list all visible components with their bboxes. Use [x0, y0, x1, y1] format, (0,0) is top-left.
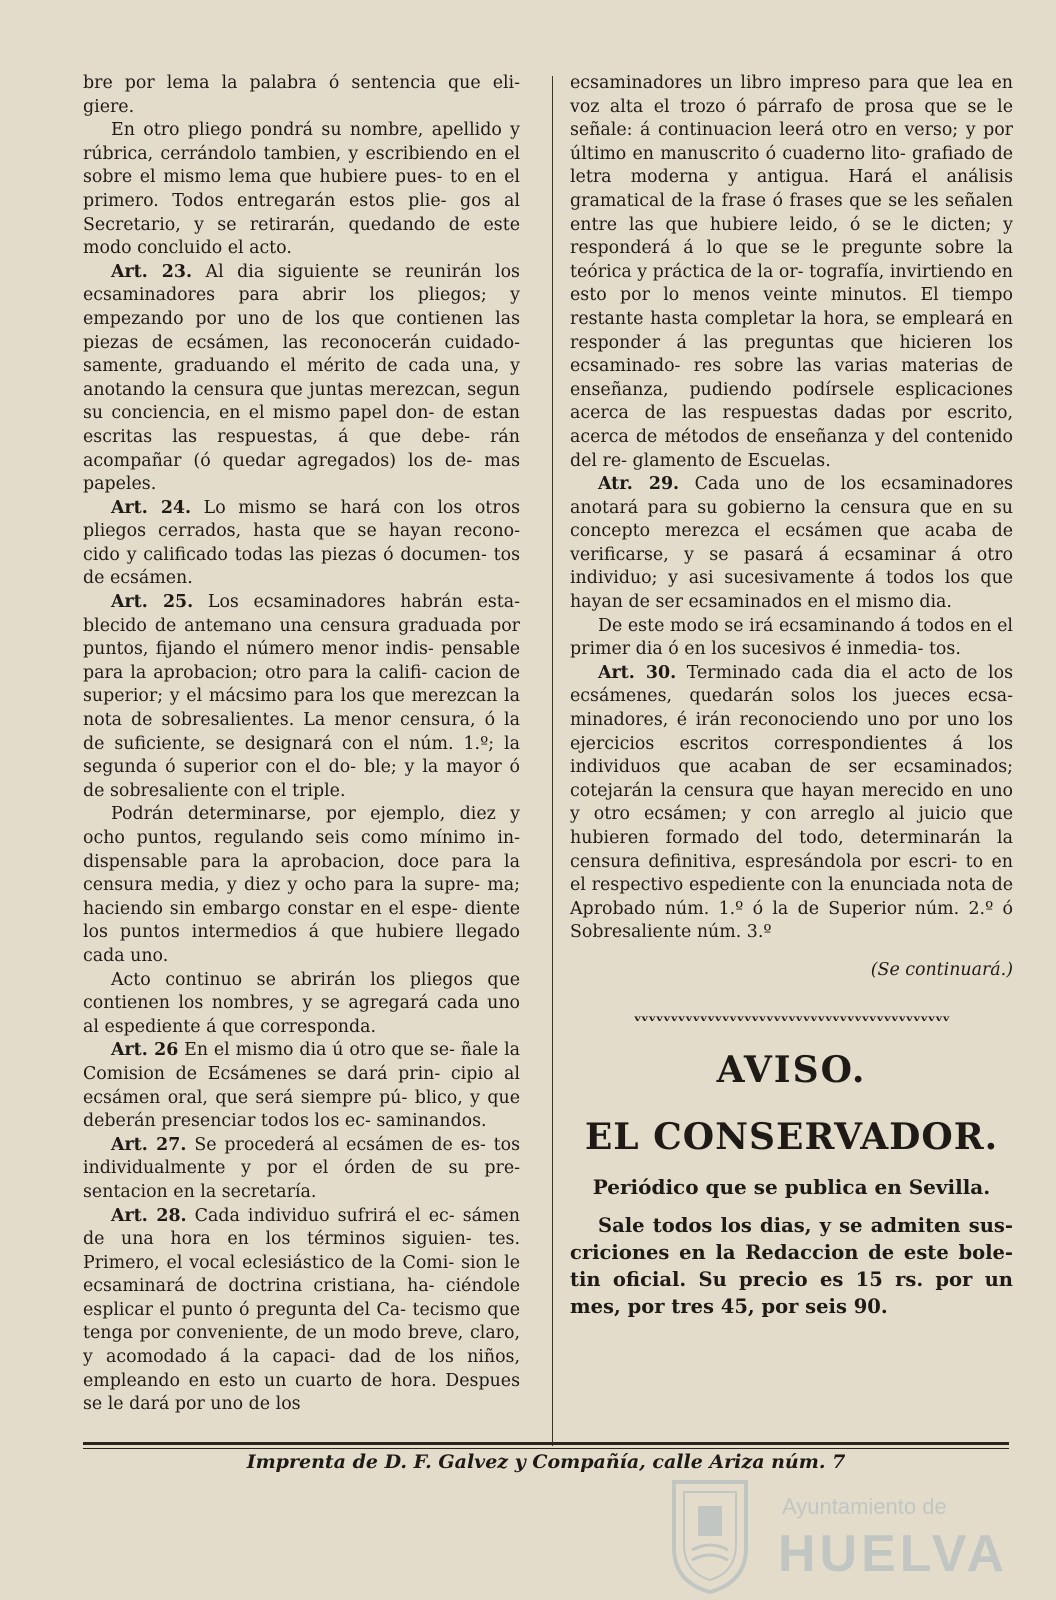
right-column — [570, 72, 1013, 1320]
imprint-line: Imprenta de D. F. Galvez y Compañía, calle Ariza núm. 7 — [246, 1451, 846, 1473]
left-column — [83, 72, 520, 1417]
notice-body: Sale todos los dias, y se admiten sus- criciones en la Redaccion de este bole- tin oficial. Su precio es 15 rs. por un mes, por tres 45, por seis 90. — [570, 1213, 1013, 1318]
article-26: Art. 26 En el mismo dia ú otro que se- ñale la Comision de Ecsámenes se dará prin- cipio al ecsámen oral, que será siempre pú- blico, y que deberán presenciar todos los ec- saminandos. — [83, 1040, 520, 1132]
article-23: Art. 23. Al dia siguiente se reunirán los ecsaminadores para abrir los pliegos; y empezando por uno de los que contienen las piezas de ecsámen, las reconocerán cuidado- samente, graduando el mérito de cada una, y anotando la censura que juntas merezcan, segun su conciencia, en el mismo papel don- de estan escritas las respuestas, á que debe- rán acompañar (ó quedar agregados) los de- mas papeles. — [83, 261, 520, 495]
article-27: Art. 27. Se procederá al ecsámen de es- tos individualmente y por el órden de su pre- sentacion en la secretaría. — [83, 1134, 521, 1202]
paragraph: Podrán determinarse, por ejemplo, diez y ocho puntos, regulando seis como mínimo in- dispensable para la aprobacion, doce para la censura media, y diez y ocho para la supre- ma; haciendo sin embargo constar en el espe- diente los puntos intermedios á que hubiere llegado cada uno. — [83, 804, 520, 966]
paragraph: En otro pliego pondrá su nombre, apellido y rúbrica, cerrándolo tambien, y escribiendo en el sobre el mismo lema que hubiere pues- to en el primero. Todos entregarán estos plie- gos al Secretario, y se retirarán, quedando de este modo concluido el acto. — [83, 120, 520, 259]
watermark — [668, 1478, 1008, 1596]
watermark-line1: Ayuntamiento de — [782, 1494, 947, 1519]
footer-rule-thick — [83, 1442, 1009, 1445]
paragraph: Acto continuo se abrirán los pliegos que contienen los nombres, y se agregará cada uno al espediente á que corresponda. — [83, 969, 520, 1037]
paragraph: bre por lema la palabra ó sentencia que eli- giere. — [83, 73, 520, 117]
article-24: Art. 24. Lo mismo se hará con los otros pliegos cerrados, hasta que se hayan recono- cido y calificado todas las piezas ó documen- tos de ecsámen. — [83, 497, 521, 589]
article-30: Art. 30. Terminado cada dia el acto de los ecsámenes, quedarán solos los jueces ecsa- minadores, é irán reconociendo uno por uno los ejercicios escritos correspondientes á los individuos que acaban de ser ecsaminados; cotejarán la censura que hayan merecido en uno y otro ecsámen; y con arreglo al juicio que hubieren formado del todo, determinarán la censura definitiva, espresándola por escri- to en el respectivo espediente con la enunciada nota de Aprobado núm. 1.º ó la de Superior núm. 2.º ó Sobresaliente núm. 3.º — [570, 662, 1013, 943]
paragraph: ecsaminadores un libro impreso para que lea en voz alta el trozo ó párrafo de prosa que se le señale: á continuacion leerá otro en verso; y por último en manuscrito ó cuaderno lito- grafiado de letra moderna y antigua. Hará el análisis gramatical de la frase ó frases que se les señalen entre las que hubiere leido, ó se le dicten; y responderá á lo que se le pregunte sobre la teórica y práctica de la or- tografía, invirtiendo en esto por lo menos veinte minutos. El tiempo restante hasta completar la hora, se empleará en responder á las preguntas que hicieren los ecsaminado- res sobre las varias materias de enseñanza, pudiendo podírsele esplicaciones acerca de las respuestas dadas por escrito, acerca de métodos de enseñanza y del contenido del re- glamento de Escuelas. — [570, 73, 1013, 471]
article-25: Art. 25. Los ecsaminadores habrán esta- blecido de antemano una censura graduada por puntos, fijando el número menor indis- pensable para la aprobacion; otro para la califi- cacion de superior; y el mácsimo para los que merezcan la nota de sobresalientes. La menor censura, ó la de suficiente, se designará con el núm. 1.º; la segunda ó superior con el do- ble; y la mayor ó de sobresaliente con el triple. — [83, 592, 521, 801]
continuation-note: (Se continuará.) — [870, 959, 1013, 980]
notice-title: EL CONSERVADOR. — [584, 1116, 999, 1159]
article-28: Art. 28. Cada individuo sufrirá el ec- sámen de una hora en los términos siguien- tes. Primero, el vocal eclesiástico de la Comi- sion le ecsaminará de doctrina cristiana, ha- ciéndole esplicar el punto ó pregunta del Ca- tecismo que tenga por conveniente, de un modo breve, claro, y acomodado á la capaci- dad de los niños, empleando en esto un cuarto de hora. Despues se le dará por uno de los — [83, 1205, 520, 1415]
article-29: Atr. 29. Cada uno de los ecsaminadores anotará para su gobierno la censura que en su concepto merezca el ecsámen que acaba de verificarse, y se pasará á ecsaminar á otro individuo; y asi sucesivamente á todos los que hayan de ser ecsaminados en el mismo dia. — [570, 474, 1014, 613]
notice-subtitle: Periódico que se publica en Sevilla. — [592, 1175, 991, 1200]
city-seal-icon — [668, 1478, 752, 1594]
ornamental-border: ᵥᵥᵥᵥᵥᵥᵥᵥᵥᵥᵥᵥᵥᵥᵥᵥᵥᵥᵥᵥᵥᵥᵥᵥᵥᵥᵥᵥᵥᵥᵥᵥᵥᵥᵥᵥᵥᵥᵥᵥᵥᵥᵥ — [633, 1005, 950, 1026]
column-divider — [552, 76, 553, 1446]
watermark-line2: HUELVA — [778, 1525, 1009, 1583]
footer-rule-thin — [83, 1448, 1009, 1449]
notice-heading: AVISO. — [716, 1049, 867, 1092]
paragraph: De este modo se irá ecsaminando á todos en el primer dia ó en los sucesivos é inmedia- tos. — [570, 615, 1013, 660]
